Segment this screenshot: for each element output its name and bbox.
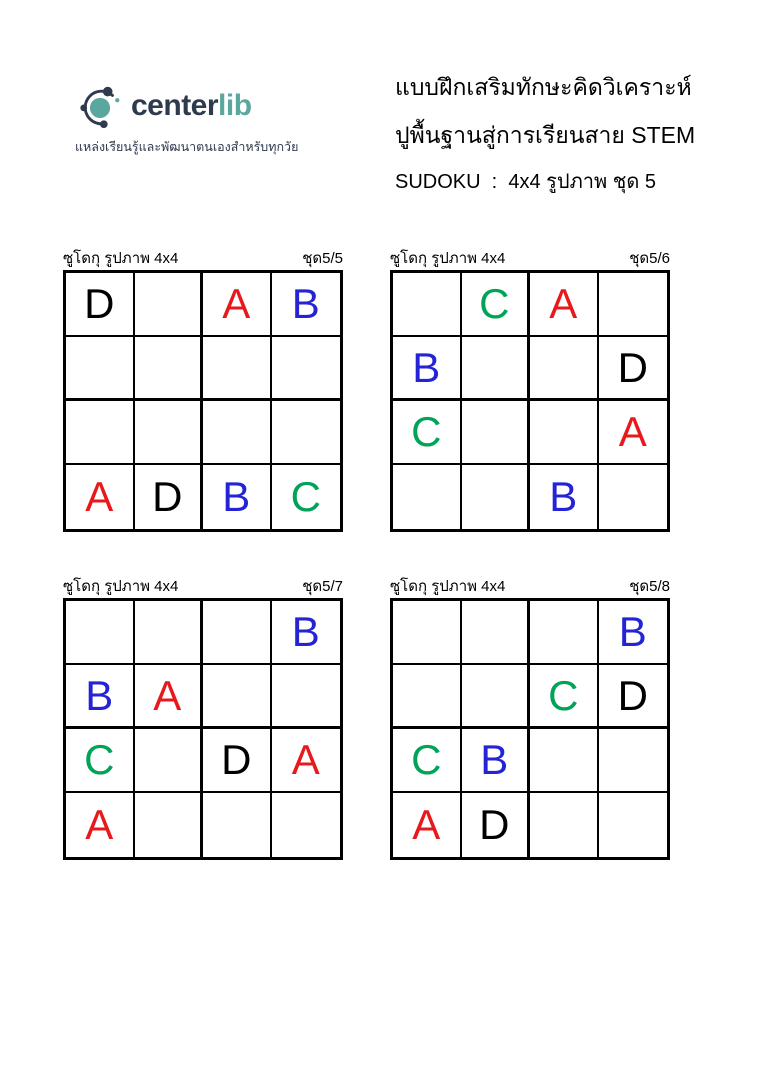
grid-cell (66, 401, 135, 465)
grid-cell (393, 601, 462, 665)
grid-cell: D (599, 665, 668, 729)
grid-cell: D (462, 793, 531, 857)
grid-title: ซูโดกุ รูปภาพ 4x4 (63, 250, 179, 267)
grid-cell (462, 665, 531, 729)
grid-header (390, 246, 670, 265)
grid-cell (599, 793, 668, 857)
grid-title: ซูโดกุ รูปภาพ 4x4 (63, 578, 179, 595)
grid-cell (599, 273, 668, 337)
centerlib-logo (75, 82, 298, 157)
grid-cell: C (290, 473, 321, 520)
grid-cell: B (599, 601, 668, 665)
grid-cell: B (393, 337, 462, 401)
grid-cell: A (203, 273, 272, 337)
grid-set-number: ชุด5/5 (302, 250, 343, 267)
grid-cell: C (66, 729, 135, 793)
grid-cell (135, 401, 204, 465)
brand-name (131, 91, 252, 121)
grid-cell (135, 729, 204, 793)
sudoku-grid (63, 270, 343, 532)
grid-cell: C (393, 729, 462, 793)
grid-cell (272, 665, 341, 729)
grid-cell (203, 665, 272, 729)
grid-cell: C (393, 401, 462, 465)
grid-cell: D (135, 465, 204, 529)
grid-set-number: ชุด5/7 (302, 578, 343, 595)
grid-title: ซูโดกุ รูปภาพ 4x4 (390, 578, 506, 595)
grid-cell (272, 401, 341, 465)
grid-header (63, 574, 343, 593)
grid-cell: A (66, 465, 135, 529)
title-block (395, 76, 735, 192)
sudoku-grid-block-2 (390, 246, 670, 532)
grid-cell (135, 601, 204, 665)
logo-tagline: แหล่งเรียนรู้และพัฒนาตนเองสำหรับทุกวัย (75, 140, 299, 154)
grid-cell: C (530, 665, 599, 729)
grid-cell: D (599, 337, 668, 401)
grid-set-number: ชุด5/6 (629, 250, 670, 267)
grid-cell: B (66, 665, 135, 729)
grid-cell: B (203, 465, 272, 529)
grid-cell: D (66, 273, 135, 337)
sudoku-grid (390, 270, 670, 532)
grid-cell (203, 337, 272, 401)
grid-cell (135, 793, 204, 857)
grid-cell: B (272, 601, 341, 665)
grid-cell: B (272, 273, 341, 337)
title-line-2: ปูพื้นฐานสู่การเรียนสาย STEM (395, 122, 696, 148)
grid-cell (66, 601, 135, 665)
grid-cell (462, 337, 531, 401)
grid-cell (599, 729, 668, 793)
grid-cell (462, 601, 531, 665)
grid-cell (530, 337, 599, 401)
grid-cell: A (135, 665, 204, 729)
grid-cell (530, 793, 599, 857)
grid-cell (530, 401, 599, 465)
grid-cell (530, 601, 599, 665)
grid-cell (66, 337, 135, 401)
grid-cell (135, 337, 204, 401)
grid-cell (599, 465, 668, 529)
grid-set-number: ชุด5/8 (629, 578, 670, 595)
grid-cell (135, 273, 204, 337)
grid-cell: B (462, 729, 531, 793)
sudoku-grid-block-1 (63, 246, 343, 532)
grid-cell: B (530, 465, 599, 529)
grid-cell (272, 337, 341, 401)
grid-header (390, 574, 670, 593)
grid-cell (272, 793, 341, 857)
sudoku-grid (63, 598, 343, 860)
grid-cell: D (203, 729, 272, 793)
grid-cell (203, 793, 272, 857)
brand-name-center: center (131, 89, 219, 122)
title-line-1: แบบฝึกเสริมทักษะคิดวิเคราะห์ (395, 74, 692, 100)
grid-cell (203, 601, 272, 665)
sudoku-grid-block-3 (63, 574, 343, 860)
grid-cell (393, 465, 462, 529)
grid-title: ซูโดกุ รูปภาพ 4x4 (390, 250, 506, 267)
grid-cell (530, 729, 599, 793)
sudoku-grid-block-4 (390, 574, 670, 860)
grid-cell (462, 465, 531, 529)
grid-cell (393, 665, 462, 729)
sudoku-grid (390, 598, 670, 860)
grid-header (63, 246, 343, 265)
grid-cell: A (272, 729, 341, 793)
grid-cell: A (599, 401, 668, 465)
brand-name-lib: lib (218, 89, 252, 122)
grid-cell (203, 401, 272, 465)
grid-cell: A (393, 793, 462, 857)
grid-cell: A (530, 273, 599, 337)
title-line-3: SUDOKU : 4x4 รูปภาพ ชุด 5 (395, 171, 656, 193)
centerlib-logo-icon (75, 82, 125, 130)
grid-cell (393, 273, 462, 337)
grid-cell: C (462, 273, 531, 337)
grid-cell: A (66, 793, 135, 857)
grid-cell (462, 401, 531, 465)
